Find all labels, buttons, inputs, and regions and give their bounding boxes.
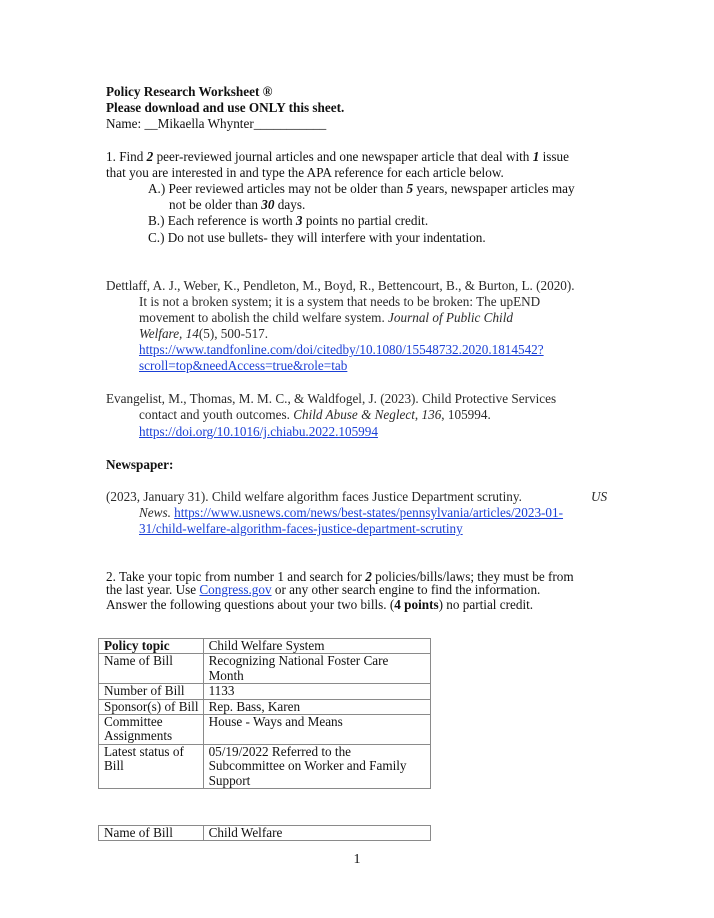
bill-table-1: [98, 638, 431, 789]
news-link[interactable]: https://www.usnews.com/news/best-states/pennsylvania/articles/2023-01-: [174, 505, 564, 520]
ref2-line2: contact and youth outcomes. Child Abuse & Neglect, 136, 105994.: [139, 407, 491, 422]
news-link-cont[interactable]: 31/child-welfare-algorithm-faces-justice-department-scrutiny: [139, 521, 463, 536]
name-label: Name:: [106, 116, 145, 131]
q1-issue-count: 1: [532, 149, 540, 164]
q2-line2: the last year. Use Congress.gov or any other search engine to find the information.: [106, 582, 541, 597]
policy-topic-value[interactable]: Child Welfare System: [203, 639, 430, 654]
committee-label: Committee Assignments: [99, 715, 204, 745]
table-row: [99, 715, 431, 745]
ref2-line1: Evangelist, M., Thomas, M. M. C., & Waldfogel, J. (2023). Child Protective Services: [106, 391, 557, 406]
news-line2: News. https://www.usnews.com/news/best-states/pennsylvania/articles/2023-01-: [139, 505, 564, 520]
q2-policies-count: 2: [365, 569, 372, 584]
bill-name-label-2: Name of Bill: [99, 826, 204, 841]
table-row: [99, 654, 431, 684]
ref1-line2: It is not a broken system; it is a system that needs to be broken: The upEND: [139, 294, 541, 309]
q2-line1: 2. Take your topic from number 1 and search for 2 policies/bills/laws; they must be from: [106, 569, 574, 584]
bill-number-value[interactable]: 1133: [203, 684, 430, 699]
ref1-link-cont[interactable]: scroll=top&needAccess=true&role=tab: [139, 358, 348, 373]
table-row: [99, 684, 431, 699]
q1-item-a: A.) Peer reviewed articles may not be older than 5 years, newspaper articles may: [148, 181, 575, 196]
status-value[interactable]: 05/19/2022 Referred to the Subcommittee on Worker and Family Support: [203, 744, 430, 788]
bill-name-value-2[interactable]: Child Welfare: [203, 826, 430, 841]
news-line1: (2023, January 31). Child welfare algorithm faces Justice Department scrutiny.: [106, 489, 522, 504]
bill-name-label: Name of Bill: [99, 654, 204, 684]
name-value: __Mikaella Whynter___________: [144, 116, 327, 131]
q1-item-a-cont: not be older than 30 days.: [169, 197, 306, 212]
table-row: [99, 826, 431, 841]
newspaper-heading: Newspaper:: [106, 457, 174, 472]
page-number: 1: [353, 852, 361, 867]
committee-value[interactable]: House - Ways and Means: [203, 715, 430, 745]
q1-item-b: B.) Each reference is worth 3 points no partial credit.: [148, 213, 429, 228]
q2-line3: Answer the following questions about your two bills. (4 points) no partial credit.: [106, 597, 534, 612]
news-source: US: [591, 489, 608, 504]
sponsor-label: Sponsor(s) of Bill: [99, 699, 204, 714]
status-label: Latest status of Bill: [99, 744, 204, 788]
ref2-link[interactable]: https://doi.org/10.1016/j.chiabu.2022.105994: [139, 424, 378, 439]
sponsor-value[interactable]: Rep. Bass, Karen: [203, 699, 430, 714]
q1-line1: 1. Find 2 peer-reviewed journal articles and one newspaper article that deal with 1 issue: [106, 149, 569, 164]
instruction-text: Please download and use ONLY this sheet.: [106, 100, 345, 115]
table-row: [99, 639, 431, 654]
q1-articles-count: 2: [146, 149, 154, 164]
table-row: [99, 744, 431, 788]
table-row: [99, 699, 431, 714]
ref2-journal: Child Abuse & Neglect: [293, 407, 415, 422]
worksheet-title: Policy Research Worksheet ®: [106, 84, 273, 99]
bill-number-label: Number of Bill: [99, 684, 204, 699]
ref1-line3: movement to abolish the child welfare system. Journal of Public Child: [139, 310, 513, 325]
student-name-line: [106, 116, 326, 132]
bill-name-value[interactable]: Recognizing National Foster Care Month: [203, 654, 430, 684]
congress-gov-link[interactable]: Congress.gov: [199, 582, 272, 597]
ref1-link[interactable]: https://www.tandfonline.com/doi/citedby/10.1080/15548732.2020.1814542?: [139, 342, 544, 357]
bill-table-2: [98, 825, 431, 841]
q1-item-c: C.) Do not use bullets- they will interfere with your indentation.: [148, 230, 486, 245]
ref1-journal: Journal of Public Child: [388, 310, 513, 325]
ref1-line1: Dettlaff, A. J., Weber, K., Pendleton, M., Boyd, R., Bettencourt, B., & Burton, L. (2020).: [106, 278, 575, 293]
policy-topic-label: Policy topic: [99, 639, 204, 654]
q1-line2: that you are interested in and type the APA reference for each article below.: [106, 165, 504, 180]
ref1-line4: Welfare, 14(5), 500-517.: [139, 326, 269, 341]
